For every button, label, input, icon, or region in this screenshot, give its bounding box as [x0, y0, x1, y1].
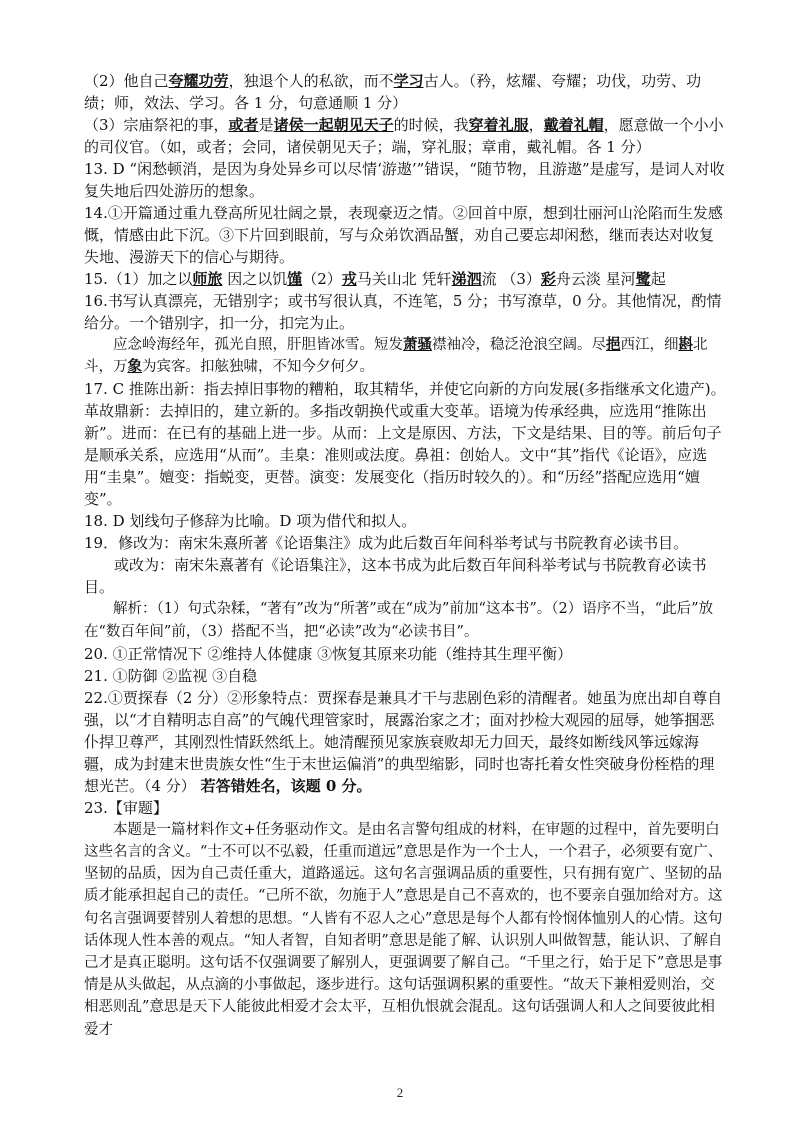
- answer-content: [84, 70, 728, 1041]
- underlined-key-phrase: 学习: [393, 72, 424, 90]
- text-run: 马关山北 凭轩: [356, 270, 452, 288]
- text-paragraph-l13: [84, 643, 728, 665]
- underlined-key-phrase: 夸耀功劳: [168, 72, 229, 90]
- text-run: 是: [258, 116, 274, 134]
- text-paragraph-l17: [84, 819, 728, 1041]
- text-run: （2）他自己: [84, 72, 169, 90]
- text-run: 流 （3）: [481, 270, 541, 288]
- text-paragraph-l12: [84, 598, 728, 642]
- text-run: 21. ①防御 ②监视 ③自稳: [84, 666, 258, 685]
- text-paragraph-l14: [84, 665, 728, 687]
- text-run: 北斗，万: [84, 337, 708, 376]
- text-run: 13. D “闲愁顿消，是因为身处异乡可以尽情‘游遨’”错误，“随节物，且游遨”是虚写，是词人对收复失地后四处游历的想象。: [84, 160, 725, 200]
- text-run: 古人。（矜，炫耀、夸耀；功伐，功劳、功绩；师，效法、学习。各 1 分，句意通顺 1 分）: [84, 72, 702, 112]
- underlined-key-phrase: 萧骚: [403, 336, 432, 353]
- text-run: 19．修改为：南宋朱熹所著《论语集注》成为此后数百年间科举考试与书院教育必读书目。: [84, 534, 689, 553]
- bold-note: 若答错姓名，该题 0 分。: [200, 776, 372, 795]
- text-run: 应念岭海经年，孤光自照，肝胆皆冰雪。短发: [113, 337, 403, 353]
- text-run: （2）: [302, 270, 342, 288]
- underlined-key-phrase: 彩: [540, 270, 556, 288]
- text-run: 17. C 推陈出新：指去掉旧事物的糟粕，取其精华，并使它向新的方向发展(多指继承文化遗产)。革故鼎新：去掉旧的，建立新的。多指改朝换代或重大变革。语境为传承经典，应选用“推陈出新”。进而：在已有的基础上进一步。从而：上文是原因、方法，下文是结果、目的等。前后句子是顺承关系，应选用“从而”。圭臬：准则或法度。鼻祖：创始人。文中“其”指代《论语》，应选用“圭臬”。嬗变：指蜕变，更替。演变：发展变化（指历时较久的）。和“历经”搭配应选用“嬗变”。: [84, 380, 726, 509]
- underlined-key-phrase: 穿着礼服: [468, 116, 529, 134]
- underlined-key-phrase: 或者: [228, 116, 259, 134]
- text-run: （3）宗庙祭祀的事，: [84, 116, 229, 134]
- text-paragraph-l6: [84, 290, 728, 334]
- underlined-key-phrase: 挹: [606, 336, 621, 353]
- text-paragraph-l10: [84, 532, 728, 554]
- text-run: ，: [528, 116, 544, 134]
- text-paragraph-l9: [84, 510, 728, 532]
- text-paragraph-l15: [84, 687, 728, 797]
- underlined-key-phrase: 师旅: [192, 270, 223, 288]
- text-paragraph-l3: [84, 158, 728, 202]
- underlined-key-phrase: 鹭: [635, 270, 651, 288]
- text-run: 20. ①正常情况下 ②维持人体健康 ③恢复其原来功能（维持其生理平衡）: [84, 644, 573, 663]
- text-run: ，独退个人的私欲，而不: [228, 72, 394, 90]
- text-run: 为宾客。扣舷独啸，不知今夕何夕。: [142, 359, 374, 376]
- text-paragraph-l7: [84, 334, 728, 378]
- text-run: 14.①开篇通过重九登高所见壮阔之景，表现豪迈之情。②回首中原，想到壮丽河山沦陷而生发感慨，情感由此下沉。③下片回到眼前，写与众弟饮酒品蟹，劝自己要忘却闲愁，继而表达对收复失地、漫游天下的信心与期待。: [84, 204, 723, 266]
- underlined-key-phrase: 戴着礼帽: [543, 116, 604, 134]
- text-run: 因之以饥: [222, 270, 288, 288]
- text-run: 本题是一篇材料作文+任务驱动作文。是由名言警句组成的材料，在审题的过程中，首先要明白这些名言的含义。“士不可以不弘毅，任重而道远”意思是作为一个士人，一个君子，必须要有宽广、坚韧的品质，因为自己责任重大，道路遥远。这句名言强调品质的重要性，只有拥有宽广、坚韧的品质才能承担起自己的责任。“己所不欲，勿施于人”意思是自己不喜欢的，也不要亲自强加给对方。这句名言强调要替别人着想的思想。“人皆有不忍人之心”意思是每个人都有怜悯体恤别人的心情。这句话体现人性本善的观点。“知人者智，自知者明”意思是能了解、认识别人叫做智慧，能认识、了解自己才是真正聪明。这句话不仅强调要了解别人，更强调要了解自己。“千里之行，始于足下”意思是事情是从头做起，从点滴的小事做起，逐步进行。这句话强调积累的重要性。“故天下兼相爱则治，交相恶则乱”意思是天下人能彼此相爱才会太平，互相仇恨就会混乱。这句话强调人和人之间要彼此相爱才: [84, 821, 723, 1038]
- text-run: 16.书写认真漂亮，无错别字；或书写很认真，不连笔，5 分；书写潦草，0 分。其他情况，酌情给分。一个错别字，扣一分，扣完为止。: [84, 292, 722, 332]
- text-paragraph-l8: [84, 378, 728, 510]
- text-run: 舟云淡 星河: [555, 270, 636, 288]
- text-run: 15.（1）加之以: [84, 270, 193, 288]
- text-paragraph-l4: [84, 202, 728, 268]
- text-run: 18. D 划线句子修辞为比喻。D 项为借代和拟人。: [84, 512, 417, 531]
- text-run: 22.①贾探春（2 分）②形象特点：贾探春是兼具才干与悲剧色彩的清醒者。她虽为庶出却自尊自强，以“才自精明志自高”的气魄代理管家时，展露治家之才；面对抄检大观园的屈辱，她筝掴恶仆捍卫尊严，其刚烈性情跃然纸上。她清醒预见家族衰败却无力回天，最终如断线风筝远嫁海疆，成为封建末世贵族女性“生于末世运偏消”的典型缩影，同时也寄托着女性突破身份桎梏的理想光芒。（4 分）: [84, 688, 723, 795]
- underlined-key-phrase: 诸侯一起朝见天子: [273, 116, 394, 134]
- underlined-key-phrase: 斟: [678, 336, 693, 353]
- text-run: ，愿意做一个小小的司仪官。（如，或者；会同，诸侯朝见天子；端，穿礼服；章甫，戴礼帽。各 1 分）: [84, 116, 724, 156]
- underlined-key-phrase: 馑: [287, 270, 303, 288]
- text-run: 解析：（1）句式杂糅，“著有”改为“所著”或在“成为”前加“这本书”。（2）语序不当，“此后”放在“数百年间”前，（3）搭配不当，把“必读”改为“必读书目”。: [84, 601, 714, 640]
- text-paragraph-l16: [84, 797, 728, 819]
- text-paragraph-l11: [84, 554, 728, 598]
- text-run: 的时候，我: [393, 116, 469, 134]
- underlined-key-phrase: 象: [127, 358, 142, 376]
- text-run: 西江，细: [620, 337, 679, 353]
- text-run: 23.【审题】: [84, 798, 168, 817]
- text-paragraph-l2: [84, 114, 728, 158]
- underlined-key-phrase: 涕泗: [451, 270, 482, 288]
- page-number: 2: [396, 1085, 404, 1100]
- text-run: 起: [650, 270, 666, 288]
- underlined-key-phrase: 戎: [341, 270, 357, 288]
- text-run: 或改为：南宋朱熹著有《论语集注》，这本书成为此后数百年间科举考试与书院教育必读书目。: [84, 556, 707, 597]
- text-paragraph-l1: [84, 70, 728, 114]
- text-paragraph-l5: [84, 268, 728, 290]
- text-run: 襟袖冷，稳泛沧浪空阔。尽: [432, 337, 606, 353]
